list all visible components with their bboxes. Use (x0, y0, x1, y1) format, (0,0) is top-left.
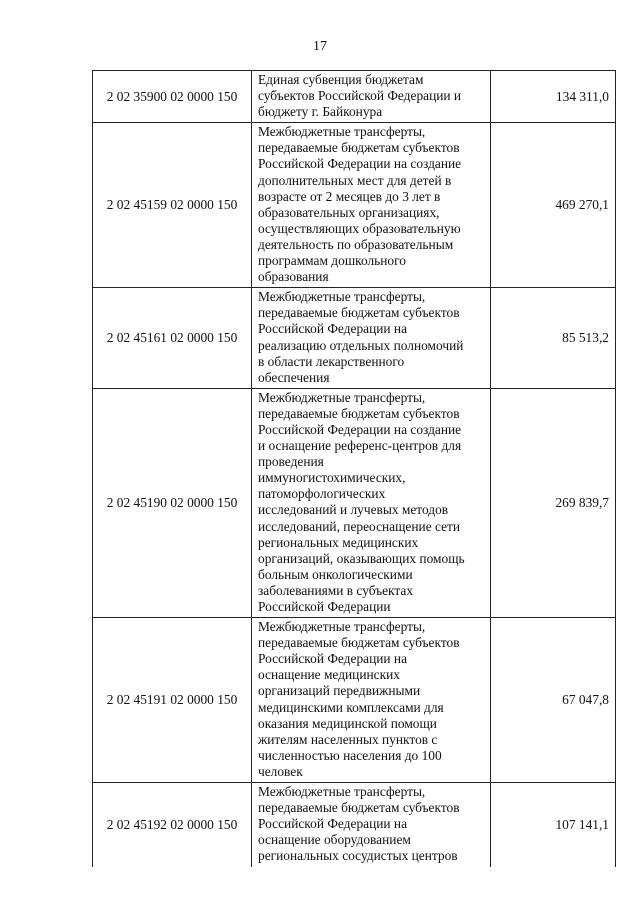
description-line: Российской Федерации на (258, 321, 408, 337)
description-line: бюджету г. Байконура (258, 104, 383, 120)
table-row (93, 618, 616, 783)
description-line: заболеваниями в субъектах (258, 582, 414, 598)
description-line: больным онкологическими (258, 566, 413, 582)
description-line: дополнительных мест для детей в (258, 172, 452, 188)
budget-code-cell: 2 02 45192 02 0000 150 (93, 783, 252, 867)
description-line: человек (258, 763, 303, 779)
budget-code-cell: 2 02 45190 02 0000 150 (93, 388, 252, 617)
description-line: осуществляющих образовательную (258, 220, 461, 236)
description-line: исследований и лучевых методов (258, 502, 449, 518)
description-line: численностью населения до 100 (258, 747, 442, 763)
description-line: Российской Федерации на (258, 651, 408, 667)
table-row (93, 388, 616, 617)
description-line: Российской Федерации на создание (258, 421, 462, 437)
description-line: исследований, переоснащение сети (258, 518, 461, 534)
amount-cell: 469 270,1 (491, 123, 616, 288)
amount-cell: 85 513,2 (491, 288, 616, 389)
description-cell (252, 288, 491, 389)
amount-cell: 67 047,8 (491, 618, 616, 783)
description-cell (252, 123, 491, 288)
description-line: передаваемые бюджетам субъектов (258, 800, 460, 816)
description-line: Российской Федерации (258, 599, 391, 614)
description-line: медицинскими комплексами для (258, 699, 444, 715)
description-line: образовательных организациях, (258, 204, 440, 220)
description-line: оснащение оборудованием (258, 832, 411, 848)
description-line: иммуногистохимических, (258, 470, 406, 486)
description-line: передаваемые бюджетам субъектов (258, 405, 460, 421)
description-line: организаций передвижными (258, 683, 421, 699)
description-line: программам дошкольного (258, 253, 406, 269)
description-line: передаваемые бюджетам субъектов (258, 140, 460, 156)
description-line: Российской Федерации на (258, 816, 408, 832)
description-cell (252, 618, 491, 783)
description-line: оказания медицинской помощи (258, 715, 437, 731)
description-line: Российской Федерации на создание (258, 156, 462, 172)
table-row (93, 71, 616, 123)
amount-cell: 269 839,7 (491, 388, 616, 617)
description-line: передаваемые бюджетам субъектов (258, 635, 460, 651)
description-line: организаций, оказывающих помощь (258, 550, 465, 566)
description-line: Межбюджетные трансферты, (258, 124, 426, 140)
description-line: и оснащение референс-центров для (258, 438, 462, 454)
amount-cell: 134 311,0 (491, 71, 616, 123)
description-line: возрасте от 2 месяцев до 3 лет в (258, 188, 441, 204)
description-line: оснащение медицинских (258, 667, 400, 683)
budget-code-cell: 2 02 45161 02 0000 150 (93, 288, 252, 389)
description-cell (252, 388, 491, 617)
budget-code-cell: 2 02 45191 02 0000 150 (93, 618, 252, 783)
description-cell (252, 71, 491, 123)
description-line: обеспечения (258, 369, 330, 385)
description-line: жителям населенных пунктов с (258, 731, 438, 747)
description-line: Межбюджетные трансферты, (258, 289, 426, 305)
description-line: передаваемые бюджетам субъектов (258, 305, 460, 321)
description-line: Межбюджетные трансферты, (258, 619, 426, 635)
description-line: региональных медицинских (258, 534, 419, 550)
description-line: Межбюджетные трансферты, (258, 389, 426, 405)
table-row (93, 123, 616, 288)
amount-cell: 107 141,1 (491, 783, 616, 867)
page-number: 17 (313, 39, 327, 54)
table-row (93, 783, 616, 867)
description-line: субъектов Российской Федерации и (258, 88, 462, 104)
description-line: Межбюджетные трансферты, (258, 784, 426, 800)
budget-table-body (93, 71, 616, 867)
description-line: деятельность по образовательным (258, 236, 454, 252)
budget-table (92, 70, 616, 867)
description-line: проведения (258, 454, 324, 470)
description-line: региональных сосудистых центров (258, 848, 458, 864)
budget-code-cell: 2 02 45159 02 0000 150 (93, 123, 252, 288)
description-line: Единая субвенция бюджетам (258, 72, 424, 87)
description-line: в области лекарственного (258, 353, 405, 369)
description-cell (252, 783, 491, 867)
budget-code-cell: 2 02 35900 02 0000 150 (93, 71, 252, 123)
description-line: патоморфологических (258, 486, 386, 502)
description-line: образования (258, 269, 329, 285)
description-line: реализацию отдельных полномочий (258, 337, 464, 353)
table-row (93, 288, 616, 389)
